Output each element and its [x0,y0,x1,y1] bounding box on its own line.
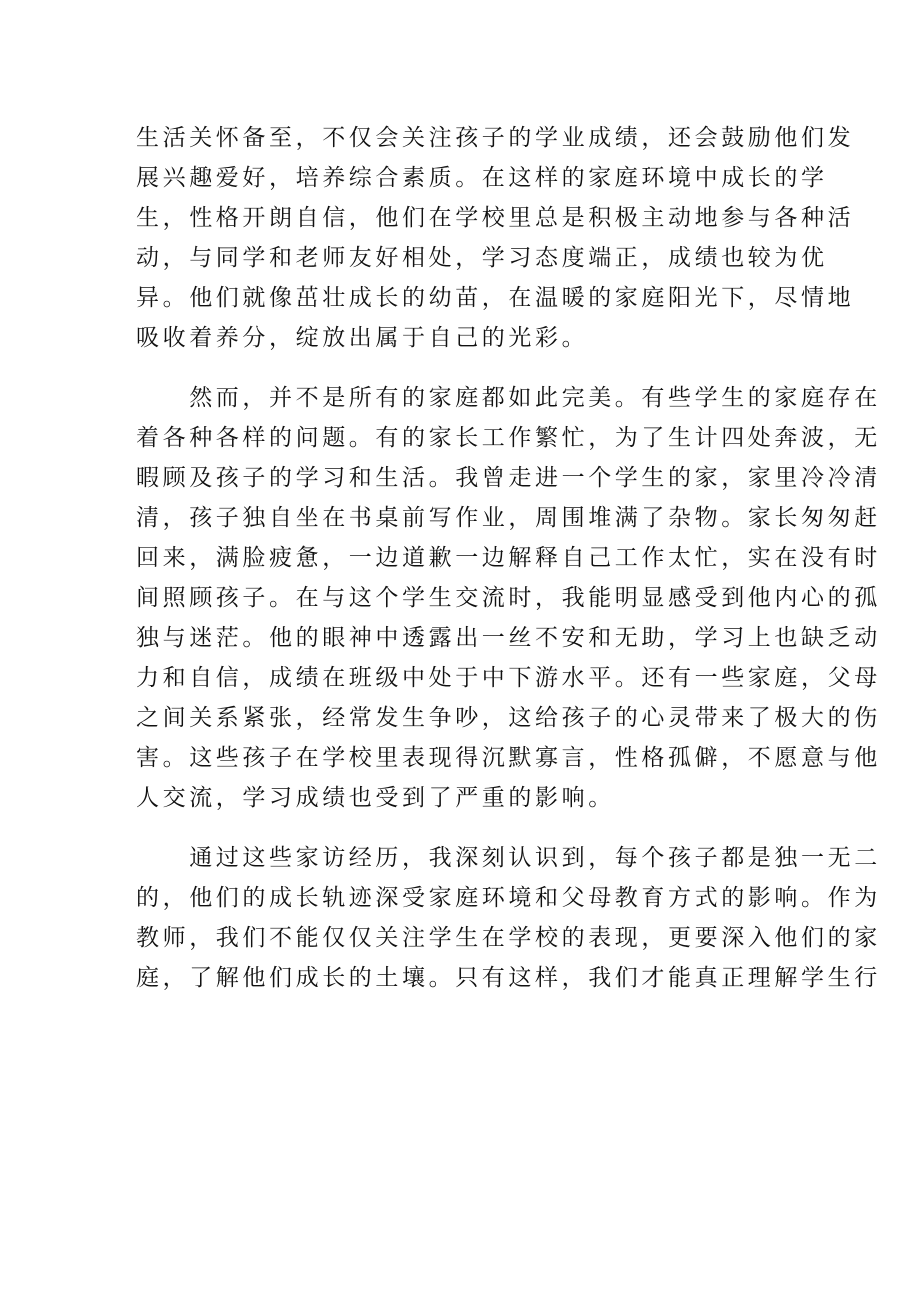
text-line: 动，与同学和老师友好相处，学习态度端正，成绩也较为优 [136,245,828,271]
text-line: 间照顾孩子。在与这个学生交流时，我能明显感受到他内心的孤 [136,585,881,611]
text-line: 生活关怀备至，不仅会关注孩子的学业成绩，还会鼓励他们发 [136,125,855,151]
text-line: 然而，并不是所有的家庭都如此完美。有些学生的家庭存在 [136,385,881,411]
body-text [136,118,881,998]
paragraph-1 [136,118,855,358]
text-line: 庭，了解他们成长的土壤。只有这样，我们才能真正理解学生行 [136,965,881,991]
text-line: 着各种各样的问题。有的家长工作繁忙，为了生计四处奔波，无 [136,425,881,451]
text-line: 清，孩子独自坐在书桌前写作业，周围堆满了杂物。家长匆匆赶 [136,505,881,531]
text-line: 人交流，学习成绩也受到了严重的影响。 [136,785,615,811]
paragraph-2 [136,378,881,818]
text-line: 异。他们就像茁壮成长的幼苗，在温暖的家庭阳光下，尽情地 [136,285,855,311]
text-line: 暇顾及孩子的学习和生活。我曾走进一个学生的家，家里冷冷清 [136,465,881,491]
text-line: 之间关系紧张，经常发生争吵，这给孩子的心灵带来了极大的伤 [136,705,881,731]
paragraph-gap [136,818,784,838]
text-line: 害。这些孩子在学校里表现得沉默寡言，性格孤僻，不愿意与他 [136,745,881,771]
text-line: 独与迷茫。他的眼神中透露出一丝不安和无助，学习上也缺乏动 [136,625,881,651]
paragraph-3 [136,838,881,998]
paragraph-gap [136,358,784,378]
text-line: 教师，我们不能仅仅关注学生在学校的表现，更要深入他们的家 [136,925,881,951]
text-line: 通过这些家访经历，我深刻认识到，每个孩子都是独一无二 [136,845,881,871]
text-line: 的，他们的成长轨迹深受家庭环境和父母教育方式的影响。作为 [136,885,881,911]
text-line: 展兴趣爱好，培养综合素质。在这样的家庭环境中成长的学 [136,165,828,191]
text-line: 力和自信，成绩在班级中处于中下游水平。还有一些家庭，父母 [136,665,881,691]
text-line: 吸收着养分，绽放出属于自己的光彩。 [136,325,589,351]
text-line: 回来，满脸疲惫，一边道歉一边解释自己工作太忙，实在没有时 [136,545,881,571]
text-line: 生，性格开朗自信，他们在学校里总是积极主动地参与各种活 [136,205,855,231]
